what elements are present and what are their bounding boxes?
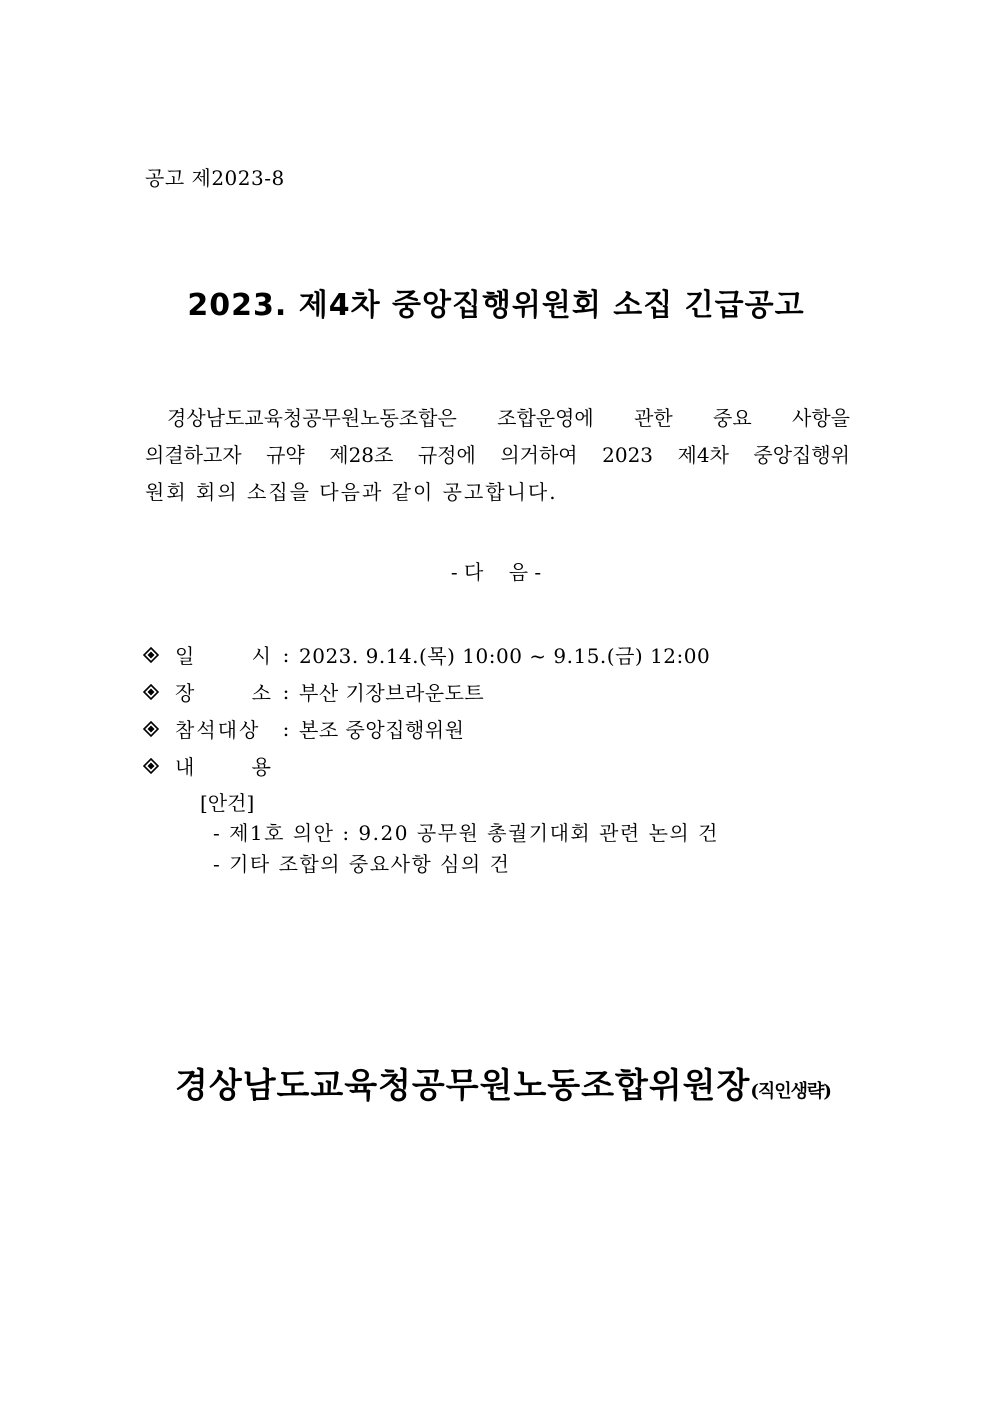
agenda-item: - 기타 조합의 중요사항 심의 건: [213, 852, 511, 876]
detail-label: 참석대상: [175, 718, 261, 742]
detail-separator: :: [282, 642, 290, 667]
intro-line: 경상남도교육청공무원노동조합은 조합운영에 관한 중요 사항을: [167, 406, 850, 430]
detail-item-location: [143, 673, 710, 710]
section-divider: - 다 음 -: [450, 560, 542, 584]
detail-label: 내 용: [175, 755, 273, 779]
signature: [175, 1058, 831, 1107]
detail-value: 부산 기장브라운도트: [299, 681, 485, 705]
agenda-heading: [안건]: [200, 791, 255, 815]
notice-number: 공고 제2023-8: [145, 166, 285, 190]
agenda-list: [213, 818, 719, 880]
detail-value: 본조 중앙집행위원: [299, 718, 465, 742]
diamond-bullet-icon: [143, 647, 159, 663]
detail-separator: :: [282, 679, 290, 704]
detail-value: 2023. 9.14.(목) 10:00 ~ 9.15.(금) 12:00: [299, 644, 711, 668]
detail-label: 일 시: [175, 644, 273, 668]
detail-item-datetime: [143, 636, 710, 673]
intro-line: 원회 회의 소집을 다음과 같이 공고합니다.: [145, 480, 558, 504]
diamond-bullet-icon: [143, 684, 159, 700]
signature-name: 경상남도교육청공무원노동조합위원장: [175, 1066, 751, 1106]
intro-line: 의결하고자 규약 제28조 규정에 의거하여 2023 제4차 중앙집행위: [145, 443, 850, 467]
detail-label: 장 소: [175, 681, 273, 705]
detail-item-content: [143, 747, 710, 784]
seal-omitted-note: (직인생략): [750, 1081, 831, 1102]
diamond-bullet-icon: [143, 758, 159, 774]
intro-paragraph: [145, 400, 850, 511]
details-list: [143, 636, 710, 784]
detail-item-attendees: [143, 710, 710, 747]
diamond-bullet-icon: [143, 721, 159, 737]
detail-separator: :: [282, 716, 290, 741]
document-title: 2023. 제4차 중앙집행위원회 소집 긴급공고: [187, 288, 805, 323]
agenda-item: - 제1호 의안 : 9.20 공무원 총궐기대회 관련 논의 건: [213, 821, 719, 845]
